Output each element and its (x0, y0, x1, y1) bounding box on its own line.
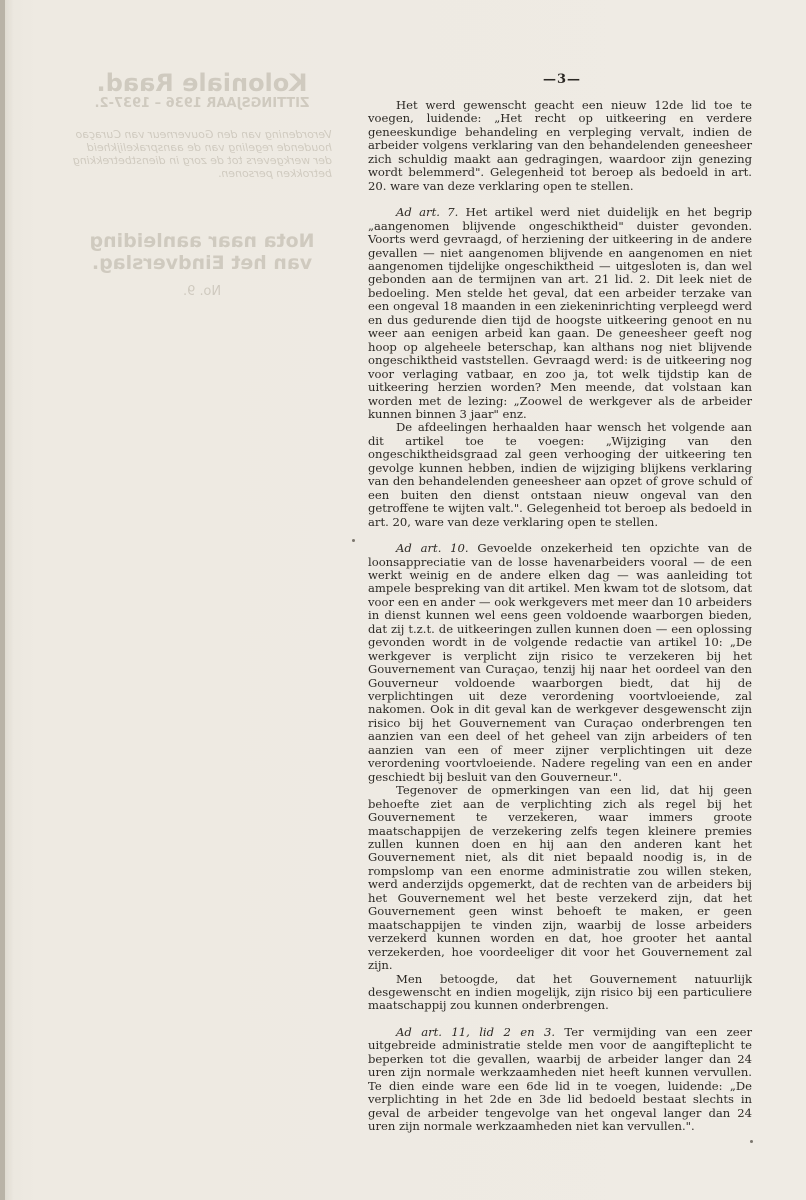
paragraph-lead: Ad art. 7. (396, 205, 459, 220)
paragraph-lead: Ad art. 11, lid 2 en 3. (396, 1024, 556, 1039)
paragraph (368, 421, 752, 529)
paragraph (368, 99, 752, 193)
page-number: —3— (542, 72, 582, 87)
ghost-subtitle: ZITTINGSJAAR 1936 – 1937-2. (94, 96, 310, 111)
paragraph (368, 206, 752, 421)
paper-speck (750, 1140, 753, 1143)
paragraph (368, 973, 752, 1013)
ghost-number: No. 9. (182, 284, 222, 299)
ghost-title-2: Nota naar aanleiding van het Eindverslag. (89, 230, 315, 274)
paragraph-text: Gevoelde onzekerheid ten opzichte van de loonsappreciatie van de losse havenarbeiders vooral — de een werkt weinig en de andere elken dag — was aanleiding tot ampele bespreking van dit artikel. Men kwam tot de slotsom, dat voor een en ander — ook werkgevers met meer dan 10 arbeiders in dienst kunnen wel eens geen voldoende waarborgen bieden, dat zij t.z.t. de uitkeeringen zullen kunnen doen — een oplossing gevonden wordt in de volgende redactie van artikel 10: „De werkgever is verplicht zijn risico te verzekeren bij het Gouvernement van Curaçao, tenzij hij naar het oordeel van den Gouverneur voldoende waarborgen biedt, dat hij de verplichtingen uit deze verordening voortvloeiende, zal nakomen. Ook in dit geval kan de werkgever desgewenscht zijn risico bij het Gouvernement van Curaçao onderbrengen ten aanzien van een deel of het geheel van zijn arbeiders of ten aanzien van een of meer zijner verplichtingen uit deze verordening voortvloeiende. Nadere regeling van een en ander geschiedt bij besluit van den Gouverneur.". (368, 541, 752, 784)
body-text (368, 99, 752, 1134)
page-edge (0, 0, 5, 1200)
paragraph-text: Het werd gewenscht geacht een nieuw 12de lid toe te voegen, luidende: „Het recht op uitkeering en verdere geneeskundige behandeling en verpleging vervalt, indien de arbeider volgens verklaring van den behandelenden geneesheer zich schuldig maakt aan gedragingen, waardoor zijn genezing wordt belemmerd". Gelegenheid tot beroep als bedoeld in art. 20. ware van deze verklaring open te stellen. (368, 98, 752, 193)
paragraph (368, 1026, 752, 1134)
paper-speck (352, 539, 355, 542)
paragraph-text: Het artikel werd niet duidelijk en het begrip „aangenomen blijvende ongeschiktheid" duister gevonden. Voorts werd gevraagd, of herziening der uitkeering in de andere gevallen — niet aangenomen blijvende en aangenomen en niet aangenomen tijdelijke ongeschiktheid — uitgesloten is, dan wel gebonden aan de termijnen van art. 21 lid. 2. Dit leek niet de bedoeling. Men stelde het geval, dat een arbeider terzake van een ongeval 18 maanden in een ziekeninrichting verpleegd werd en dus gedurende dien tijd de hoogste uitkeering genoot en nu weer aan eenigen arbeid kan gaan. De geneesheer geeft nog hoop op algeheele beterschap, kan althans nog niet blijvende ongeschiktheid vaststellen. Gevraagd werd: is de uitkeering nog voor verlaging vatbaar, en zoo ja, tot welk tijdstip kan de uitkeering herzien worden? Men meende, dat volstaan kan worden met de lezing: „Zoowel de werkgever als de arbeider kunnen binnen 3 jaar" enz. (368, 205, 752, 421)
paragraph-text: De afdeelingen herhaalden haar wensch het volgende aan dit artikel toe te voegen: „Wijziging van den ongeschiktheidsgraad zal geen verhooging der uitkeering ten gevolge kunnen hebben, indien de wijziging blijkens verklaring van den behandelenden geneesheer aan opzet of grove schuld of een buiten den dienst ontstaan nieuw ongeval van den getroffene te wijten valt.". Gelegenheid tot beroep als bedoeld in art. 20, ware van deze verklaring open te stellen. (368, 420, 752, 529)
ghost-title: Koloniale Raad. (96, 69, 308, 97)
paragraph-text: Men betoogde, dat het Gouvernement natuurlijk desgewenscht en indien mogelijk, zijn risico bij een particuliere maatschappij zou kunnen onderbrengen. (368, 971, 752, 1013)
paragraph-text: Tegenover de opmerkingen van een lid, dat hij geen behoefte ziet aan de verplichting zich als regel bij het Gouvernement te verzekeren, waar immers groote maatschappijen de verzekering zelfs tegen kleinere premies zullen kunnen doen en hij aan den anderen kant het Gouvernement niet, als dit niet bepaald noodig is, in de rompslomp van een enorme administratie zou willen steken, werd anderzijds opgemerkt, dat de rechten van de arbeiders bij het Gouvernement wel het beste verzekerd zijn, dat het Gouvernement geen winst behoeft te maken, er geen maatschappijen te vinden zijn, waarbij de losse arbeiders verzekerd kunnen worden en dat, hoe grooter het aantal verzekerden, hoe voordeeliger dit voor het Gouvernement zal zijn. (368, 783, 752, 973)
paragraph-lead: Ad art. 10. (396, 541, 469, 556)
paragraph-text: Ter vermijding van een zeer uitgebreide administratie stelde men voor de aangifteplicht te beperken tot die gevallen, waarbij de arbeider langer dan 24 uren zijn normale werkzaamheden niet heeft kunnen vervullen. Te dien einde ware een 6de lid in te voegen, luidende: „De verplichting in het 2de en 3de lid bedoeld bestaat slechts in geval de arbeider tengevolge van het ongeval langer dan 24 uren zijn normale werkzaamheden niet kan vervullen.". (368, 1024, 753, 1134)
paragraph (368, 784, 752, 972)
paragraph (368, 542, 752, 784)
bleed-through-text (72, 70, 332, 299)
ghost-block: Verordening van den Gouverneur van Curaçao houdende regeling van de aansprakelijkheid der werkgevers tot de zorg in dienstbetrekking betrokken personen. (72, 128, 332, 180)
